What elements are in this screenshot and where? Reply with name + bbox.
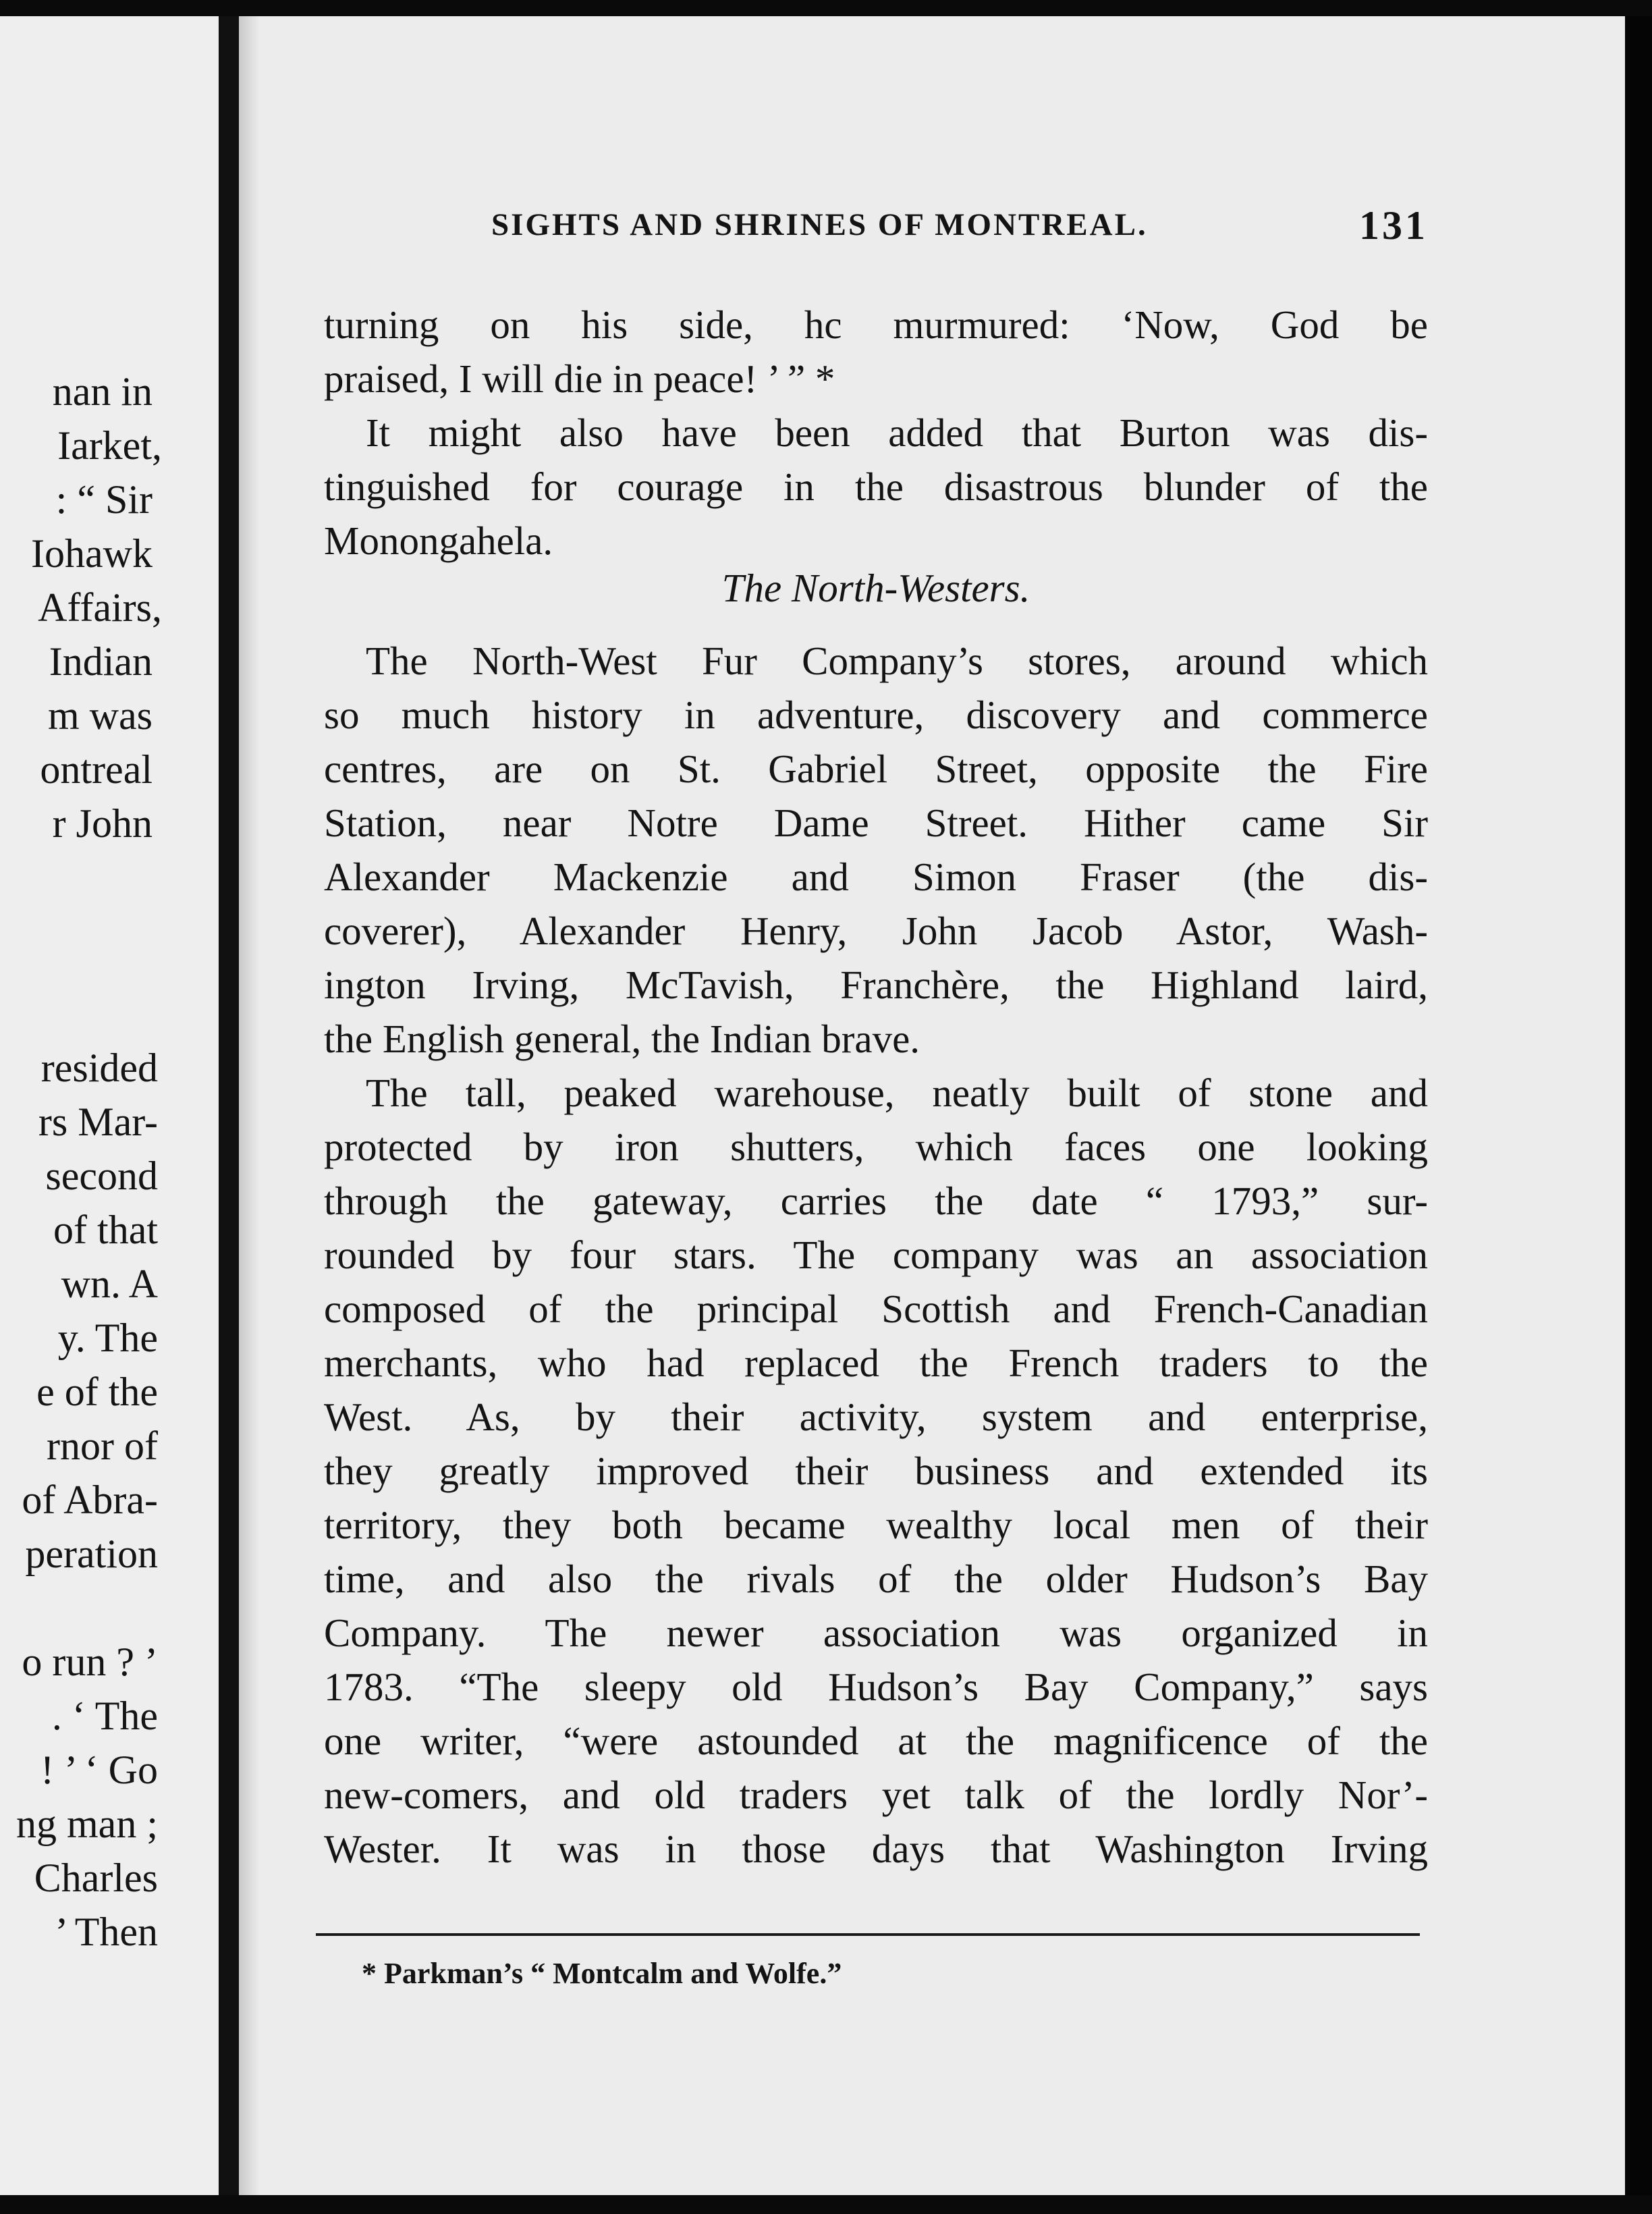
body-text-line: ington Irving, McTavish, Franchère, the Highland laird, (324, 963, 1428, 1007)
body-text-line: they greatly improved their business and extended its (324, 1449, 1428, 1493)
running-head: SIGHTS AND SHRINES OF MONTREAL. (491, 207, 1148, 242)
left-page-line: nan in (52, 369, 153, 414)
body-text-line: It might also have been added that Burton was dis- (366, 410, 1428, 455)
body-text-line: praised, I will die in peace! ’ ” * (324, 356, 835, 401)
left-page-line: of Abra- (22, 1478, 158, 1522)
body-text-line: Station, near Notre Dame Street. Hither came Sir (324, 801, 1428, 845)
body-text-line: merchants, who had replaced the French traders to the (324, 1341, 1428, 1385)
body-text-line: through the gateway, carries the date “ 1793,” sur- (324, 1179, 1428, 1223)
body-text-line: one writer, “were astounded at the magnificence of the (324, 1719, 1428, 1763)
body-text-line: time, and also the rivals of the older Hudson’s Bay (324, 1557, 1428, 1601)
left-page-line: o run ? ’ (22, 1640, 158, 1684)
left-page-line: peration (25, 1532, 158, 1576)
left-page-line: wn. A (61, 1262, 158, 1306)
body-text-line: The North-West Fur Company’s stores, around which (366, 639, 1428, 683)
body-text-line: rounded by four stars. The company was an association (324, 1233, 1428, 1277)
footnote-rule (316, 1933, 1420, 1936)
body-text-line: turning on his side, hc murmured: ‘Now, God be (324, 302, 1428, 347)
section-subheading: The North-Westers. (721, 566, 1030, 610)
left-page-line: Charles (34, 1856, 158, 1900)
body-text-line: tinguished for courage in the disastrous blunder of the (324, 464, 1428, 509)
body-text-line: The tall, peaked warehouse, neatly built of stone and (366, 1071, 1428, 1115)
body-text-line: 1783. “The sleepy old Hudson’s Bay Company,” says (324, 1665, 1428, 1709)
left-page-line: Iarket, (57, 423, 162, 468)
body-text-line: coverer), Alexander Henry, John Jacob Astor, Wash- (324, 909, 1428, 953)
left-page-line: r John (52, 801, 153, 846)
left-page-line: second (45, 1154, 158, 1198)
left-page-line: ng man ; (16, 1802, 158, 1846)
book-gutter (219, 16, 239, 2195)
body-text-line: the English general, the Indian brave. (324, 1017, 920, 1061)
left-page (0, 16, 219, 2195)
body-text-line: composed of the principal Scottish and French-Canadian (324, 1287, 1428, 1331)
body-text-line: Monongahela. (324, 518, 553, 563)
body-text-line: Alexander Mackenzie and Simon Fraser (the dis- (324, 855, 1428, 899)
left-page-line: ontreal (40, 747, 153, 792)
left-page-line: : “ Sir (55, 477, 153, 522)
left-page-line: m was (48, 693, 153, 738)
left-page-line: Affairs, (38, 585, 162, 630)
body-text-line: new-comers, and old traders yet talk of the lordly Nor’- (324, 1773, 1428, 1817)
left-page-line: rs Mar- (38, 1100, 158, 1144)
body-text-line: Wester. It was in those days that Washington Irving (324, 1827, 1428, 1871)
body-text-line: Company. The newer association was organized in (324, 1611, 1428, 1655)
left-page-line: . ‘ The (51, 1694, 158, 1738)
body-text-line: territory, they both became wealthy local men of their (324, 1503, 1428, 1547)
body-text-line: protected by iron shutters, which faces one looking (324, 1125, 1428, 1169)
left-page-line: ’ Then (55, 1910, 158, 1954)
left-page-line: rnor of (47, 1424, 158, 1468)
page-number: 131 (1359, 203, 1428, 248)
left-page-line: ! ’ ‘ Go (40, 1748, 158, 1792)
body-text-line: centres, are on St. Gabriel Street, opposite the Fire (324, 747, 1428, 791)
page-edge (1625, 16, 1652, 2195)
left-page-line: of that (53, 1208, 158, 1252)
left-page-line: Indian (49, 639, 153, 684)
body-text-line: so much history in adventure, discovery and commerce (324, 693, 1428, 737)
left-page-line: e of the (36, 1370, 158, 1414)
left-page-line: resided (40, 1046, 158, 1090)
gutter-shadow (239, 16, 259, 2195)
left-page-line: Iohawk (31, 531, 153, 576)
footnote: * Parkman’s “ Montcalm and Wolfe.” (362, 1957, 842, 1990)
left-page-line: y. The (57, 1316, 158, 1360)
body-text-line: West. As, by their activity, system and enterprise, (324, 1395, 1428, 1439)
